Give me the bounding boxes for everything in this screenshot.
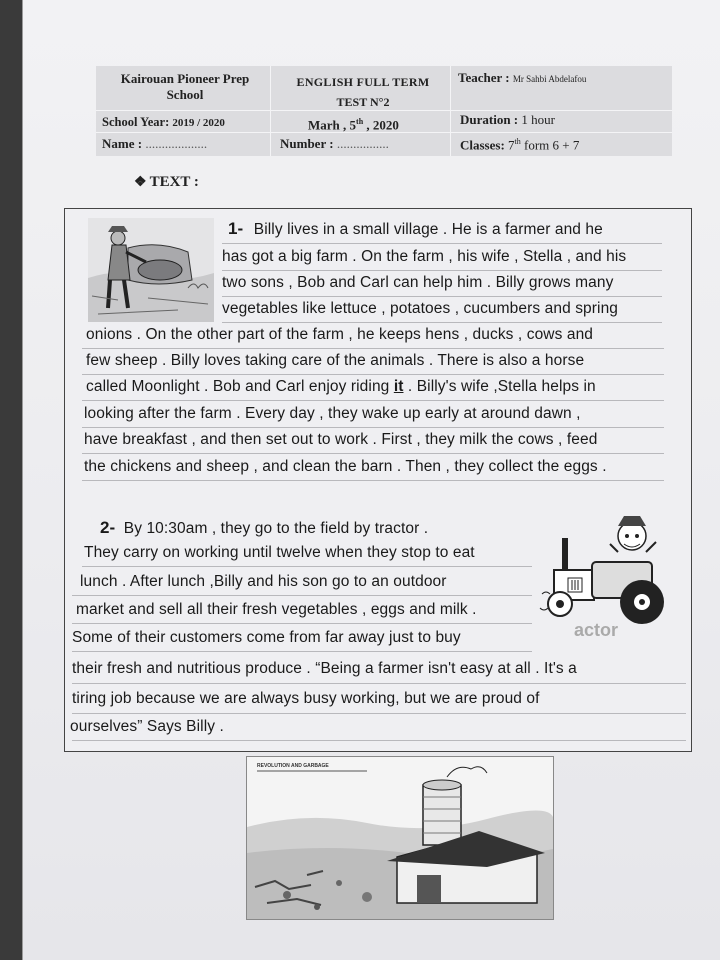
paragraph2-line: tiring job because we are always busy working, but we are proud of xyxy=(72,690,540,707)
underlined-word-it: it xyxy=(393,378,404,395)
text-section-heading: ❖ TEXT : xyxy=(134,174,199,190)
bottom-picture-caption: REVOLUTION AND GARBAGE xyxy=(257,763,329,769)
paragraph1-line: onions . On the other part of the farm , he keeps hens , ducks , cows and xyxy=(86,326,594,343)
farm-cartoon-illustration-icon xyxy=(246,756,554,920)
paragraph2-line: market and sell all their fresh vegetables , eggs and milk . xyxy=(76,601,477,618)
paragraph1-line: called Moonlight . Bob and Carl enjoy riding it . Billy's wife ,Stella helps in xyxy=(86,378,596,395)
paragraph1-line: few sheep . Billy loves taking care of the animals . There is also a horse xyxy=(86,352,585,369)
paragraph1-line: has got a big farm . On the farm , his wife , Stella , and his xyxy=(222,248,627,265)
test-title: ENGLISH FULL TERM TEST N°2 xyxy=(296,75,430,109)
paragraph1-line: vegetables like lettuce , potatoes , cucumbers and spring xyxy=(222,300,619,317)
paragraph1-line: looking after the farm . Every day , they wake up early at around dawn , xyxy=(84,405,581,422)
paragraph2-line: ourselves” Says Billy . xyxy=(70,718,224,735)
tractor-illustration-icon xyxy=(532,512,666,640)
paragraph1-line: 1- Billy lives in a small village . He is a farmer and he xyxy=(228,219,603,238)
name-field: Name : ................... xyxy=(102,136,208,151)
duration: Duration : 1 hour xyxy=(460,112,555,127)
paragraph2-line: 2- By 10:30am , they go to the field by tractor . xyxy=(100,518,429,537)
paragraph2-line: their fresh and nutritious produce . “Being a farmer isn't easy at all . It's a xyxy=(72,660,577,677)
paragraph2-line: Some of their customers come from far away just to buy xyxy=(72,629,461,646)
paragraph2-line: They carry on working until twelve when they stop to eat xyxy=(84,544,475,561)
paragraph1-line: have breakfast , and then set out to work . First , they milk the cows , feed xyxy=(84,431,598,448)
tractor-caption: actor xyxy=(574,620,619,640)
number-field: Number : ................ xyxy=(280,136,389,151)
header-table xyxy=(96,66,672,156)
test-date: Marh , 5th , 2020 xyxy=(308,117,399,133)
diamond-bullet-icon: ❖ xyxy=(134,175,147,190)
paragraph2-line: lunch . After lunch ,Billy and his son go to an outdoor xyxy=(80,573,447,590)
paragraph1-line: two sons , Bob and Carl can help him . Billy grows many xyxy=(222,274,614,291)
school-year: School Year: 2019 / 2020 xyxy=(102,115,225,129)
classes: Classes: 7th form 6 + 7 xyxy=(460,137,580,153)
paragraph1-line: the chickens and sheep , and clean the barn . Then , they collect the eggs . xyxy=(84,458,607,475)
farmer-illustration-icon xyxy=(88,218,214,322)
teacher-info: Teacher : Mr Sahbi Abdelafou xyxy=(458,70,587,85)
school-name: Kairouan Pioneer Prep School xyxy=(120,71,250,102)
